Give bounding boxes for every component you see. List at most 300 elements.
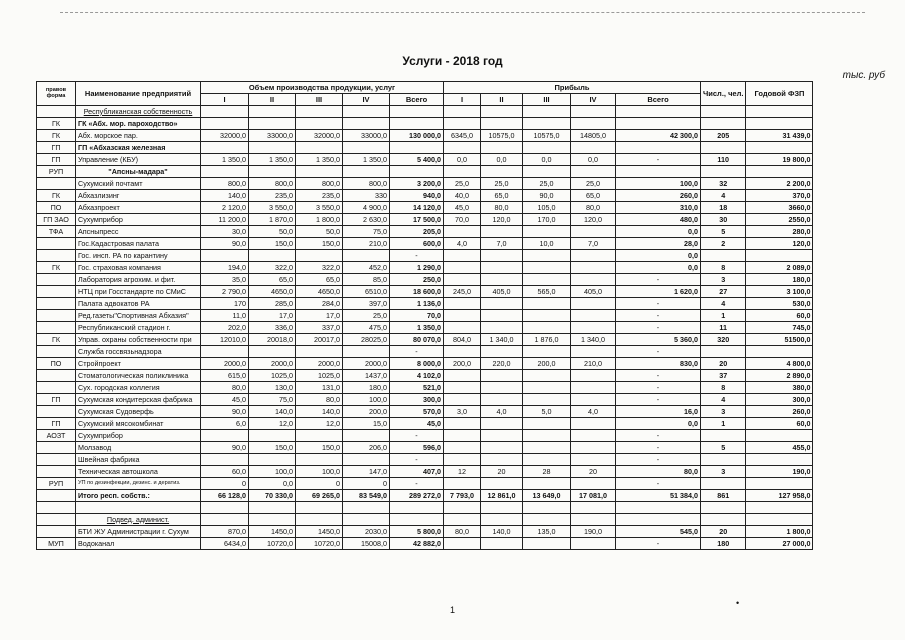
value-cell: 0	[343, 478, 390, 490]
table-row	[37, 142, 813, 154]
table-row	[37, 334, 813, 346]
table-row	[37, 118, 813, 130]
enterprise-name-cell: Абхазпроект	[76, 202, 201, 214]
value-cell: 28	[523, 466, 571, 478]
value-cell: 147,0	[343, 466, 390, 478]
value-cell	[444, 514, 481, 526]
legal-form-cell: МУП	[37, 538, 76, 550]
header-profit: Прибыль	[444, 82, 701, 94]
value-cell: 4 900,0	[343, 202, 390, 214]
value-cell: 260,0	[746, 406, 813, 418]
value-cell: -	[390, 250, 444, 262]
value-cell: 202,0	[201, 322, 249, 334]
value-cell: 14 120,0	[390, 202, 444, 214]
section-row	[37, 514, 813, 526]
value-cell: 2550,0	[746, 214, 813, 226]
value-cell: 3	[701, 274, 746, 286]
value-cell: 194,0	[201, 262, 249, 274]
value-cell: 75,0	[343, 226, 390, 238]
value-cell: -	[616, 442, 701, 454]
value-cell: 20	[701, 358, 746, 370]
value-cell: -	[616, 154, 701, 166]
value-cell: 70,0	[390, 310, 444, 322]
value-cell: 120,0	[746, 238, 813, 250]
enterprise-name-cell: Абхазлизинг	[76, 190, 201, 202]
value-cell: 6434,0	[201, 538, 249, 550]
value-cell: 397,0	[343, 298, 390, 310]
value-cell: 0,0	[616, 226, 701, 238]
value-cell: 70,0	[444, 214, 481, 226]
value-cell: 322,0	[249, 262, 296, 274]
value-cell: 4,0	[481, 406, 523, 418]
value-cell: -	[616, 310, 701, 322]
value-cell	[746, 166, 813, 178]
value-cell: 600,0	[390, 238, 444, 250]
value-cell	[201, 502, 249, 514]
value-cell: 455,0	[746, 442, 813, 454]
value-cell: 1437,0	[343, 370, 390, 382]
value-cell: 5	[701, 226, 746, 238]
legal-form-cell	[37, 250, 76, 262]
value-cell: -	[616, 298, 701, 310]
value-cell	[444, 298, 481, 310]
value-cell: 170,0	[523, 214, 571, 226]
value-cell: 3 200,0	[390, 178, 444, 190]
value-cell: 25,0	[444, 178, 481, 190]
value-cell	[481, 442, 523, 454]
value-cell: 330	[343, 190, 390, 202]
scan-mark: •	[736, 598, 740, 608]
enterprise-name-cell: Служба госсвязьнадзора	[76, 346, 201, 358]
value-cell: -	[616, 478, 701, 490]
value-cell: 33000,0	[343, 130, 390, 142]
value-cell: 4,0	[571, 406, 616, 418]
value-cell: 4,0	[444, 238, 481, 250]
value-cell: 10575,0	[523, 130, 571, 142]
table-row	[37, 310, 813, 322]
value-cell: 745,0	[746, 322, 813, 334]
value-cell	[249, 514, 296, 526]
value-cell	[343, 142, 390, 154]
enterprise-name-cell: Абх. морское пар.	[76, 130, 201, 142]
value-cell: 25,0	[481, 178, 523, 190]
value-cell: 27	[701, 286, 746, 298]
section-row	[37, 106, 813, 118]
value-cell	[481, 382, 523, 394]
value-cell: 284,0	[296, 298, 343, 310]
value-cell	[481, 502, 523, 514]
value-cell: 65,0	[296, 274, 343, 286]
value-cell: 12 861,0	[481, 490, 523, 502]
legal-form-cell	[37, 454, 76, 466]
value-cell: 0,0	[616, 262, 701, 274]
value-cell	[343, 430, 390, 442]
value-cell: -	[390, 346, 444, 358]
table-row	[37, 214, 813, 226]
value-cell: 25,0	[571, 178, 616, 190]
value-cell: 545,0	[616, 526, 701, 538]
value-cell: 200,0	[523, 358, 571, 370]
value-cell	[746, 142, 813, 154]
table-row	[37, 154, 813, 166]
value-cell: 180,0	[746, 274, 813, 286]
value-cell	[701, 166, 746, 178]
value-cell	[571, 298, 616, 310]
value-cell: 1025,0	[296, 370, 343, 382]
value-cell: 100,0	[249, 466, 296, 478]
value-cell: 1 870,0	[249, 214, 296, 226]
value-cell	[296, 106, 343, 118]
value-cell	[523, 298, 571, 310]
value-cell	[571, 310, 616, 322]
value-cell	[523, 346, 571, 358]
value-cell: 6345,0	[444, 130, 481, 142]
value-cell: 10575,0	[481, 130, 523, 142]
value-cell: 3,0	[444, 406, 481, 418]
value-cell	[481, 478, 523, 490]
value-cell	[296, 118, 343, 130]
value-cell: 940,0	[390, 190, 444, 202]
value-cell: 20017,0	[296, 334, 343, 346]
value-cell	[701, 430, 746, 442]
header-volume-q2: II	[249, 94, 296, 106]
value-cell: 110	[701, 154, 746, 166]
legal-form-cell	[37, 298, 76, 310]
value-cell: 2000,0	[296, 358, 343, 370]
value-cell: 65,0	[571, 190, 616, 202]
value-cell	[746, 106, 813, 118]
value-cell: 10,0	[523, 238, 571, 250]
value-cell: 5 400,0	[390, 154, 444, 166]
value-cell: 25,0	[343, 310, 390, 322]
value-cell	[343, 346, 390, 358]
value-cell: 7,0	[571, 238, 616, 250]
legal-form-cell: ГП	[37, 418, 76, 430]
value-cell	[201, 250, 249, 262]
value-cell: 1 350,0	[296, 154, 343, 166]
enterprise-name-cell: Сухумприбор	[76, 430, 201, 442]
value-cell: 1 800,0	[296, 214, 343, 226]
value-cell	[249, 250, 296, 262]
value-cell: 13 649,0	[523, 490, 571, 502]
value-cell: 7,0	[481, 238, 523, 250]
value-cell	[571, 322, 616, 334]
value-cell: 250,0	[390, 274, 444, 286]
table-row	[37, 478, 813, 490]
value-cell	[296, 142, 343, 154]
legal-form-cell	[37, 178, 76, 190]
value-cell: 475,0	[343, 322, 390, 334]
value-cell	[616, 166, 701, 178]
enterprise-name-cell: Техническая автошкола	[76, 466, 201, 478]
value-cell: 85,0	[343, 274, 390, 286]
value-cell: 4	[701, 190, 746, 202]
table-row	[37, 274, 813, 286]
value-cell	[571, 418, 616, 430]
value-cell: 800,0	[201, 178, 249, 190]
value-cell: 2 089,0	[746, 262, 813, 274]
value-cell: 12	[444, 466, 481, 478]
value-cell: 12010,0	[201, 334, 249, 346]
header-profit-q1: I	[444, 94, 481, 106]
enterprise-name-cell: Итого респ. собств.:	[76, 490, 201, 502]
value-cell	[571, 226, 616, 238]
value-cell: 170	[201, 298, 249, 310]
value-cell	[481, 394, 523, 406]
value-cell: 20	[481, 466, 523, 478]
value-cell	[444, 370, 481, 382]
value-cell	[343, 166, 390, 178]
value-cell: 1450,0	[296, 526, 343, 538]
value-cell	[571, 394, 616, 406]
value-cell: 3	[701, 466, 746, 478]
legal-form-cell	[37, 466, 76, 478]
value-cell	[444, 478, 481, 490]
value-cell: 51500,0	[746, 334, 813, 346]
value-cell	[481, 298, 523, 310]
value-cell: 180,0	[343, 382, 390, 394]
value-cell	[390, 166, 444, 178]
enterprise-name-cell: Молзавод	[76, 442, 201, 454]
value-cell	[523, 274, 571, 286]
header-staff: Числ., чел.	[701, 82, 746, 106]
value-cell: 8	[701, 382, 746, 394]
table-row	[37, 130, 813, 142]
value-cell: 1 340,0	[481, 334, 523, 346]
table-row	[37, 202, 813, 214]
header-profit-q4: IV	[571, 94, 616, 106]
value-cell: 45,0	[201, 394, 249, 406]
value-cell: 28,0	[616, 238, 701, 250]
value-cell: -	[616, 274, 701, 286]
value-cell: 27 000,0	[746, 538, 813, 550]
value-cell: 80,0	[444, 526, 481, 538]
value-cell: 18	[701, 202, 746, 214]
value-cell: 80,0	[296, 394, 343, 406]
value-cell: 10720,0	[296, 538, 343, 550]
table-body	[37, 106, 813, 550]
value-cell: 69 265,0	[296, 490, 343, 502]
scan-edge-line	[60, 12, 865, 14]
value-cell: 2030,0	[343, 526, 390, 538]
enterprise-name-cell: "Апсны-мадара"	[76, 166, 201, 178]
value-cell: 0,0	[444, 154, 481, 166]
value-cell	[481, 226, 523, 238]
value-cell: 15008,0	[343, 538, 390, 550]
value-cell: 45,0	[390, 418, 444, 430]
value-cell: 130,0	[249, 382, 296, 394]
value-cell: 405,0	[481, 286, 523, 298]
value-cell: 150,0	[296, 238, 343, 250]
legal-form-cell: ГК	[37, 130, 76, 142]
value-cell: 830,0	[616, 358, 701, 370]
legal-form-cell: ГК	[37, 334, 76, 346]
value-cell	[201, 118, 249, 130]
value-cell: 3660,0	[746, 202, 813, 214]
value-cell	[701, 478, 746, 490]
value-cell: 205,0	[390, 226, 444, 238]
unit-label: тыс. руб	[842, 70, 885, 81]
value-cell: 140,0	[201, 190, 249, 202]
table-row	[37, 190, 813, 202]
value-cell	[571, 118, 616, 130]
header-profit-q3: III	[523, 94, 571, 106]
table-row	[37, 262, 813, 274]
value-cell	[571, 106, 616, 118]
value-cell: 105,0	[523, 202, 571, 214]
value-cell: 17 081,0	[571, 490, 616, 502]
value-cell: 2	[701, 238, 746, 250]
value-cell	[390, 106, 444, 118]
value-cell: 0,0	[616, 250, 701, 262]
value-cell: 35,0	[201, 274, 249, 286]
value-cell: 135,0	[523, 526, 571, 538]
value-cell	[444, 382, 481, 394]
value-cell: 210,0	[343, 238, 390, 250]
value-cell: 235,0	[249, 190, 296, 202]
table-row	[37, 358, 813, 370]
value-cell: -	[616, 430, 701, 442]
enterprise-name-cell: ГК «Абх. мор. пароходство»	[76, 118, 201, 130]
value-cell: 150,0	[249, 238, 296, 250]
value-cell: 5 800,0	[390, 526, 444, 538]
legal-form-cell: ТФА	[37, 226, 76, 238]
value-cell	[390, 142, 444, 154]
value-cell	[746, 502, 813, 514]
value-cell: 17,0	[249, 310, 296, 322]
value-cell: 80,0	[481, 202, 523, 214]
table-row	[37, 166, 813, 178]
enterprise-name-cell: Управление (КБУ)	[76, 154, 201, 166]
legal-form-cell: ГК	[37, 190, 76, 202]
value-cell	[481, 430, 523, 442]
enterprise-name-cell: Сухумприбор	[76, 214, 201, 226]
value-cell	[523, 166, 571, 178]
value-cell: -	[616, 382, 701, 394]
value-cell	[701, 106, 746, 118]
value-cell: 300,0	[390, 394, 444, 406]
value-cell: 90,0	[201, 238, 249, 250]
value-cell: 2000,0	[343, 358, 390, 370]
value-cell: 2 790,0	[201, 286, 249, 298]
value-cell: 2 630,0	[343, 214, 390, 226]
value-cell: 596,0	[390, 442, 444, 454]
legal-form-cell	[37, 274, 76, 286]
value-cell: 80,0	[616, 466, 701, 478]
value-cell	[701, 502, 746, 514]
value-cell: 206,0	[343, 442, 390, 454]
total-row	[37, 490, 813, 502]
value-cell: 405,0	[571, 286, 616, 298]
value-cell: 15,0	[343, 418, 390, 430]
value-cell	[481, 166, 523, 178]
value-cell: 800,0	[249, 178, 296, 190]
legal-form-cell	[37, 238, 76, 250]
value-cell: 1	[701, 310, 746, 322]
value-cell: 804,0	[444, 334, 481, 346]
value-cell: 5	[701, 442, 746, 454]
enterprise-name-cell: Швейная фабрика	[76, 454, 201, 466]
enterprise-name-cell	[76, 502, 201, 514]
legal-form-cell	[37, 286, 76, 298]
enterprise-name-cell: БТИ ЖУ Администрации г. Сухум	[76, 526, 201, 538]
value-cell: 200,0	[343, 406, 390, 418]
value-cell	[523, 370, 571, 382]
legal-form-cell	[37, 490, 76, 502]
value-cell: 3 100,0	[746, 286, 813, 298]
header-volume-q1: I	[201, 94, 249, 106]
value-cell: 12,0	[249, 418, 296, 430]
value-cell	[390, 502, 444, 514]
value-cell	[481, 538, 523, 550]
legal-form-cell	[37, 406, 76, 418]
legal-form-cell	[37, 106, 76, 118]
value-cell: 0	[296, 478, 343, 490]
value-cell	[571, 262, 616, 274]
value-cell	[571, 478, 616, 490]
value-cell	[701, 250, 746, 262]
value-cell	[296, 514, 343, 526]
legal-form-cell: ГП	[37, 142, 76, 154]
value-cell	[571, 514, 616, 526]
value-cell: 2000,0	[201, 358, 249, 370]
value-cell: 7 793,0	[444, 490, 481, 502]
value-cell	[444, 274, 481, 286]
value-cell: 100,0	[616, 178, 701, 190]
value-cell	[296, 454, 343, 466]
value-cell: 45,0	[444, 202, 481, 214]
value-cell	[249, 454, 296, 466]
value-cell: 235,0	[296, 190, 343, 202]
header-volume-total: Всего	[390, 94, 444, 106]
value-cell	[201, 166, 249, 178]
value-cell: 150,0	[249, 442, 296, 454]
enterprise-name-cell: Лаборатория агрохим. и фит.	[76, 274, 201, 286]
value-cell	[444, 442, 481, 454]
value-cell: 131,0	[296, 382, 343, 394]
table-row	[37, 346, 813, 358]
value-cell: 1 340,0	[571, 334, 616, 346]
value-cell: 521,0	[390, 382, 444, 394]
value-cell	[296, 166, 343, 178]
value-cell: 30,0	[201, 226, 249, 238]
value-cell	[201, 514, 249, 526]
value-cell	[701, 514, 746, 526]
value-cell: -	[616, 370, 701, 382]
value-cell: 0,0	[616, 418, 701, 430]
value-cell: 130 000,0	[390, 130, 444, 142]
value-cell: 1025,0	[249, 370, 296, 382]
value-cell: 80,0	[201, 382, 249, 394]
value-cell: 180	[701, 538, 746, 550]
legal-form-cell	[37, 514, 76, 526]
value-cell: -	[390, 430, 444, 442]
legal-form-cell	[37, 382, 76, 394]
enterprise-name-cell: Республиканский стадион г.	[76, 322, 201, 334]
value-cell: 70 330,0	[249, 490, 296, 502]
value-cell	[616, 118, 701, 130]
value-cell: 66 128,0	[201, 490, 249, 502]
value-cell: 11	[701, 322, 746, 334]
value-cell	[343, 514, 390, 526]
value-cell: 1 350,0	[390, 322, 444, 334]
legal-form-cell	[37, 502, 76, 514]
value-cell: 28025,0	[343, 334, 390, 346]
page-number: 1	[449, 605, 455, 615]
legal-form-cell	[37, 442, 76, 454]
value-cell	[571, 274, 616, 286]
value-cell: 289 272,0	[390, 490, 444, 502]
